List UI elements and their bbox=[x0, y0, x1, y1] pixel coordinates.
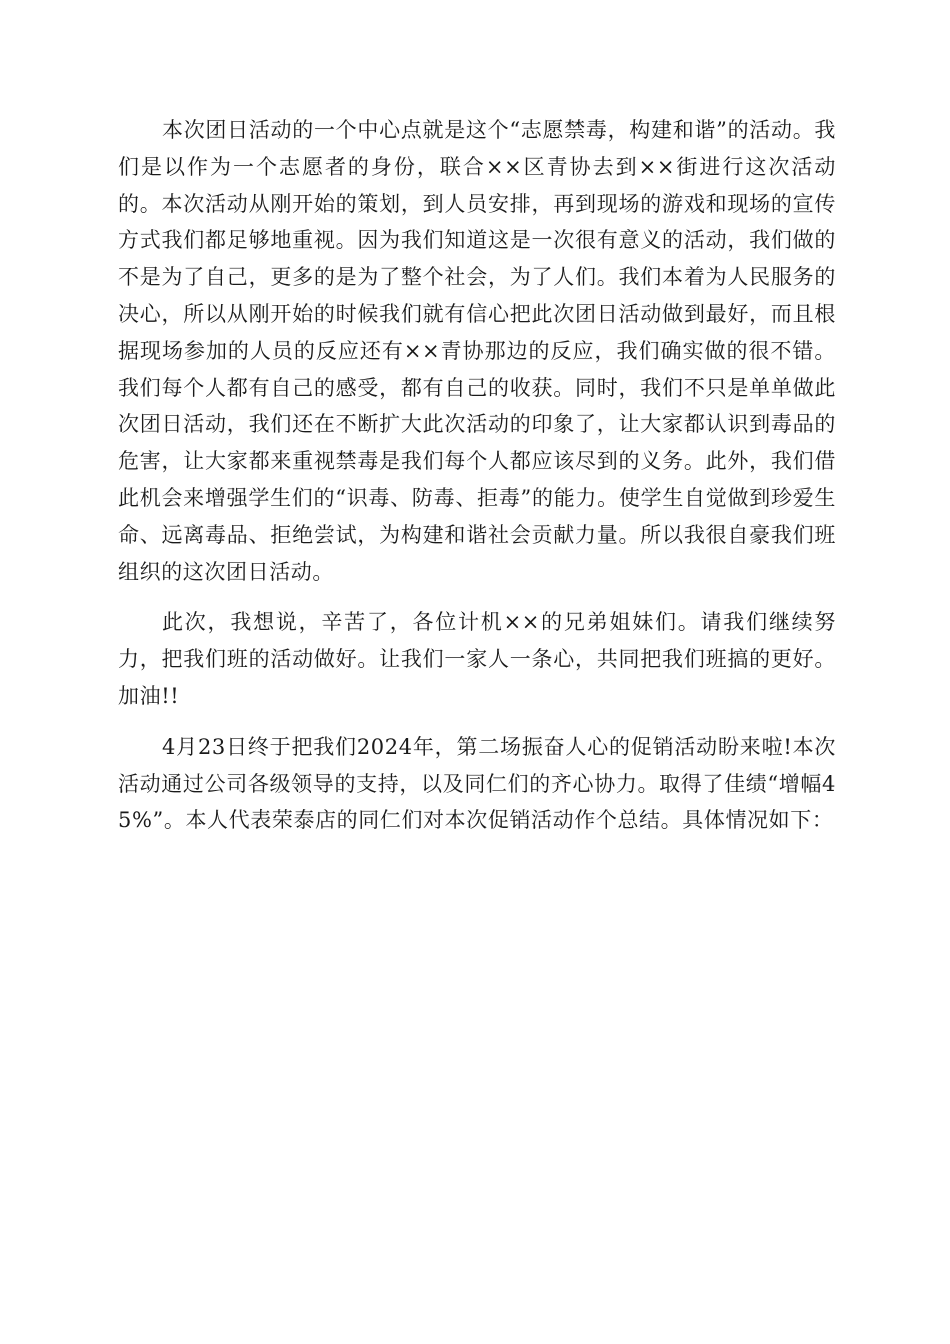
paragraph-thanks: 此次，我想说，辛苦了，各位计机××的兄弟姐妹们。请我们继续努力，把我们班的活动做好。让我们一家人一条心，共同把我们班搞的更好。加油!! bbox=[118, 610, 836, 708]
paragraph-promotion-summary: 4月23日终于把我们2024年，第二场振奋人心的促销活动盼来啦!本次活动通过公司各级领导的支持，以及同仁们的齐心协力。取得了佳绩“增幅45%”。本人代表荣泰店的同仁们对本次促销活动作个总结。具体情况如下： bbox=[118, 734, 836, 833]
paragraph-activity-summary: 本次团日活动的一个中心点就是这个“志愿禁毒，构建和谐”的活动。我们是以作为一个志愿者的身份，联合××区青协去到××街进行这次活动的。本次活动从刚开始的策划，到人员安排，再到现场的游戏和现场的宣传方式我们都足够地重视。因为我们知道这是一次很有意义的活动，我们做的不是为了自己，更多的是为了整个社会，为了人们。我们本着为人民服务的决心，所以从刚开始的时候我们就有信心把此次团日活动做到最好，而且根据现场参加的人员的反应还有××青协那边的反应，我们确实做的很不错。我们每个人都有自己的感受，都有自己的收获。同时，我们不只是单单做此次团日活动，我们还在不断扩大此次活动的印象了，让大家都认识到毒品的危害，让大家都来重视禁毒是我们每个人都应该尽到的义务。此外，我们借此机会来增强学生们的“识毒、防毒、拒毒”的能力。使学生自觉做到珍爱生命、远离毒品、拒绝尝试，为构建和谐社会贡献力量。所以我很自豪我们班组织的这次团日活动。 bbox=[118, 118, 836, 584]
document-body bbox=[118, 112, 836, 839]
